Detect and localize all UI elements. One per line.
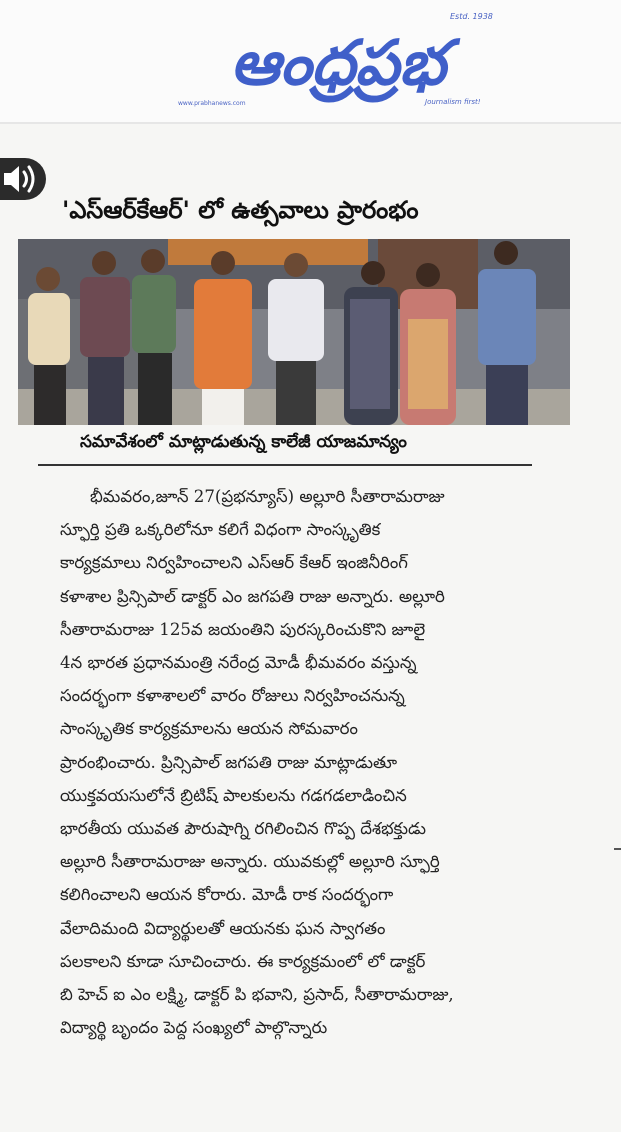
body-line: కళాశాల ప్రిన్సిపాల్ డాక్టర్ ఎం జగపతి రాజు అన్నారు. అల్లూరి <box>60 586 445 606</box>
tagline: Journalism first! <box>425 98 481 106</box>
audio-button[interactable] <box>0 158 46 200</box>
photo-caption: సమావేశంలో మాట్లాడుతున్న కాలేజీ యాజమాన్యం <box>80 432 407 452</box>
body-line: బి హెచ్ ఐ ఎం లక్ష్మి, డాక్టర్ పి భవాని, ప్రసాద్, సీతారామరాజు, <box>60 985 454 1005</box>
body-line: స్ఫూర్తి ప్రతి ఒక్కరిలోనూ కలిగే విధంగా సాంస్కృతిక <box>60 520 381 540</box>
body-line: పలకాలని కూడా సూచించారు. ఈ కార్యక్రమంలో లో డాక్టర్ <box>60 951 426 971</box>
speaker-icon <box>0 158 46 200</box>
body-line: విద్యార్థి బృందం పెద్ద సంఖ్యలో పాల్గొన్నారు <box>60 1018 328 1038</box>
body-line: భీమవరం,జూన్ 27(ప్రభన్యూస్) అల్లూరి సీతారామరాజు <box>90 487 445 506</box>
body-line: వేలాదిమంది విద్యార్థులతో ఆయనకు ఘన స్వాగతం <box>60 918 386 938</box>
body-line: అల్లూరి సీతారామరాజు అన్నారు. యువకుల్లో అల్లూరి స్ఫూర్తి <box>60 852 440 872</box>
site-url: www.prabhanews.com <box>178 100 246 107</box>
masthead <box>0 0 621 124</box>
body-line: 4న భారత ప్రధానమంత్రి నరేంద్ర మోడీ భీమవరం వస్తున్న <box>60 653 417 673</box>
body-line: కార్యక్రమాలు నిర్వహించాలని ఎస్ఆర్ కేఆర్ ఇంజినీరింగ్ <box>60 553 408 573</box>
next-article-headline <box>80 1110 520 1132</box>
margin-mark <box>614 848 621 850</box>
logo-text: ఆంధ్రప్రభ <box>230 26 446 99</box>
newspaper-logo <box>178 18 498 106</box>
article-body <box>60 480 560 1044</box>
body-line: ప్రారంభించారు. ప్రిన్సిపాల్ జగపతి రాజు మాట్లాడుతూ <box>60 752 398 772</box>
article-photo <box>18 239 570 425</box>
body-line: భారతీయ యువత పౌరుషాగ్ని రగిలించిన గొప్ప దేశభక్తుడు <box>60 819 426 839</box>
body-line: యుక్తవయసులోనే బ్రిటిష్ పాలకులను గడగడలాడించిన <box>60 785 407 805</box>
body-line: సాంస్కృతిక కార్యక్రమాలను ఆయన సోమవారం <box>60 719 358 739</box>
body-line: సందర్భంగా కళాశాలలో వారం రోజులు నిర్వహించనున్న <box>60 686 405 706</box>
article-headline: 'ఎస్ఆర్‌కేఆర్' లో ఉత్సవాలు ప్రారంభం <box>62 196 419 224</box>
body-line: కలిగించాలని ఆయన కోరారు. మోడీ రాక సందర్భంగా <box>60 885 394 905</box>
body-line: సీతారామరాజు 125వ జయంతిని పురస్కరించుకొని జూలై <box>60 619 426 639</box>
caption-divider <box>38 464 532 466</box>
estd-label: Estd. 1938 <box>450 12 493 21</box>
